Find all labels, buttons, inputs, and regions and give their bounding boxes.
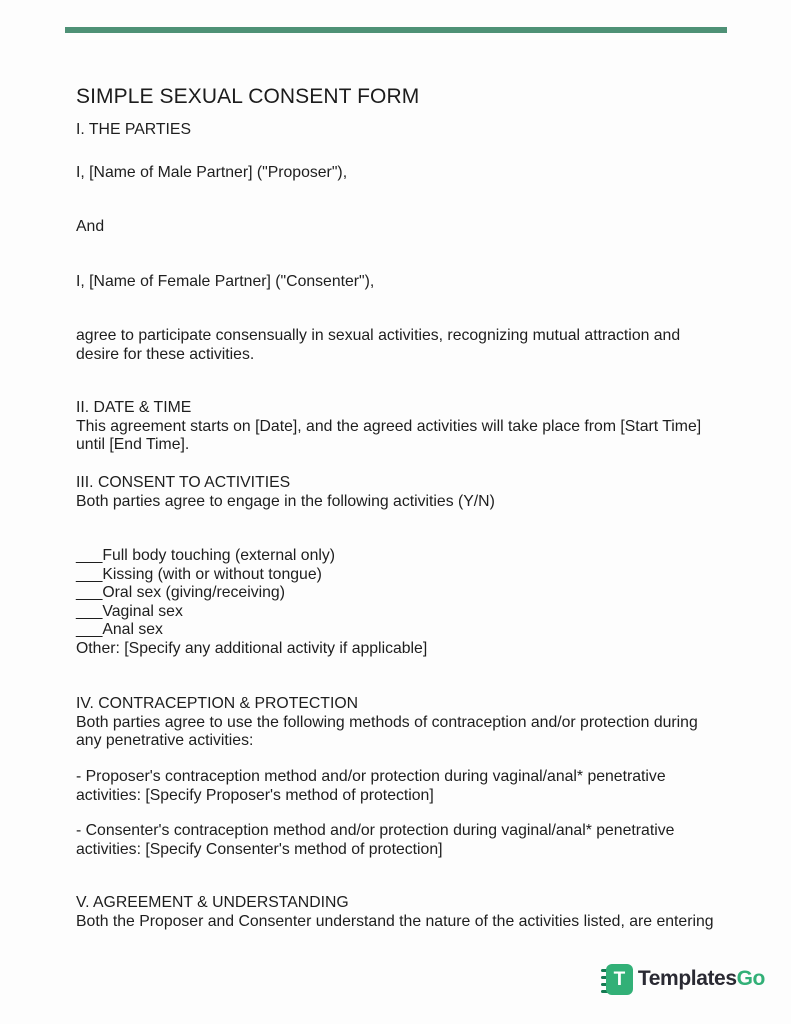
paragraph-line: - Consenter's contraception method and/or protection during vaginal/anal* penetrative [76, 822, 675, 839]
brand-name-accent: Go [736, 967, 765, 990]
paragraph-line: Both parties agree to use the following methods of contraception and/or protection during [76, 713, 698, 731]
section-heading-contraception: IV. CONTRACEPTION & PROTECTION [76, 695, 359, 712]
brand-wordmark [638, 967, 765, 991]
activity-item: ___Anal sex [76, 621, 163, 639]
proposer-method-paragraph [76, 768, 756, 805]
activity-item: ___Vaginal sex [76, 602, 183, 620]
activities-checklist [76, 547, 756, 659]
section-contraception [76, 695, 756, 751]
top-accent-bar [65, 27, 727, 33]
document-title: SIMPLE SEXUAL CONSENT FORM [76, 85, 420, 108]
section-date-time [76, 399, 756, 455]
conjunction-line [76, 218, 756, 237]
activity-item: ___Oral sex (giving/receiving) [76, 584, 285, 602]
activity-other-line: Other: [Specify any additional activity if applicable] [76, 639, 428, 657]
proposer-name-line [76, 164, 756, 183]
paragraph-line: until [End Time]. [76, 436, 190, 454]
section-heading-date-time: II. DATE & TIME [76, 399, 192, 416]
paragraph-line: I, [Name of Female Partner] ("Consenter"), [76, 273, 375, 290]
paragraph-line: activities: [Specify Consenter's method of protection] [76, 840, 443, 858]
agreement-intro-paragraph [76, 327, 756, 364]
section-heading-parties [76, 121, 756, 140]
section-heading-text: I. THE PARTIES [76, 121, 191, 138]
paragraph-line: activities: [Specify Proposer's method of protection] [76, 786, 434, 804]
section-heading-consent: III. CONSENT TO ACTIVITIES [76, 474, 291, 491]
paragraph-line: I, [Name of Male Partner] ("Proposer"), [76, 164, 348, 181]
paragraph-line: Both the Proposer and Consenter understand the nature of the activities listed, are entering [76, 912, 714, 930]
paragraph-line: any penetrative activities: [76, 732, 254, 750]
section-agreement-understanding [76, 894, 756, 931]
brand-name-primary: Templates [637, 967, 737, 990]
logo-letter-badge: T [606, 964, 633, 995]
consenter-name-line [76, 273, 756, 292]
paragraph-line: agree to participate consensually in sexual activities, recognizing mutual attraction and [76, 327, 681, 344]
paragraph-line: - Proposer's contraception method and/or protection during vaginal/anal* penetrative [76, 768, 666, 785]
consenter-method-paragraph [76, 822, 756, 859]
activity-item: ___Full body touching (external only) [76, 547, 336, 564]
activity-item: ___Kissing (with or without tongue) [76, 565, 322, 583]
templatesgo-logo [601, 962, 765, 996]
paragraph-line: This agreement starts on [Date], and the agreed activities will take place from [Start Time] [76, 417, 702, 435]
templatesgo-logo-icon [601, 964, 633, 995]
section-heading-agreement: V. AGREEMENT & UNDERSTANDING [76, 894, 349, 911]
section-consent-activities [76, 474, 756, 511]
paragraph-line: And [76, 218, 105, 235]
paragraph-line: desire for these activities. [76, 345, 255, 363]
paragraph-line: Both parties agree to engage in the following activities (Y/N) [76, 492, 495, 510]
